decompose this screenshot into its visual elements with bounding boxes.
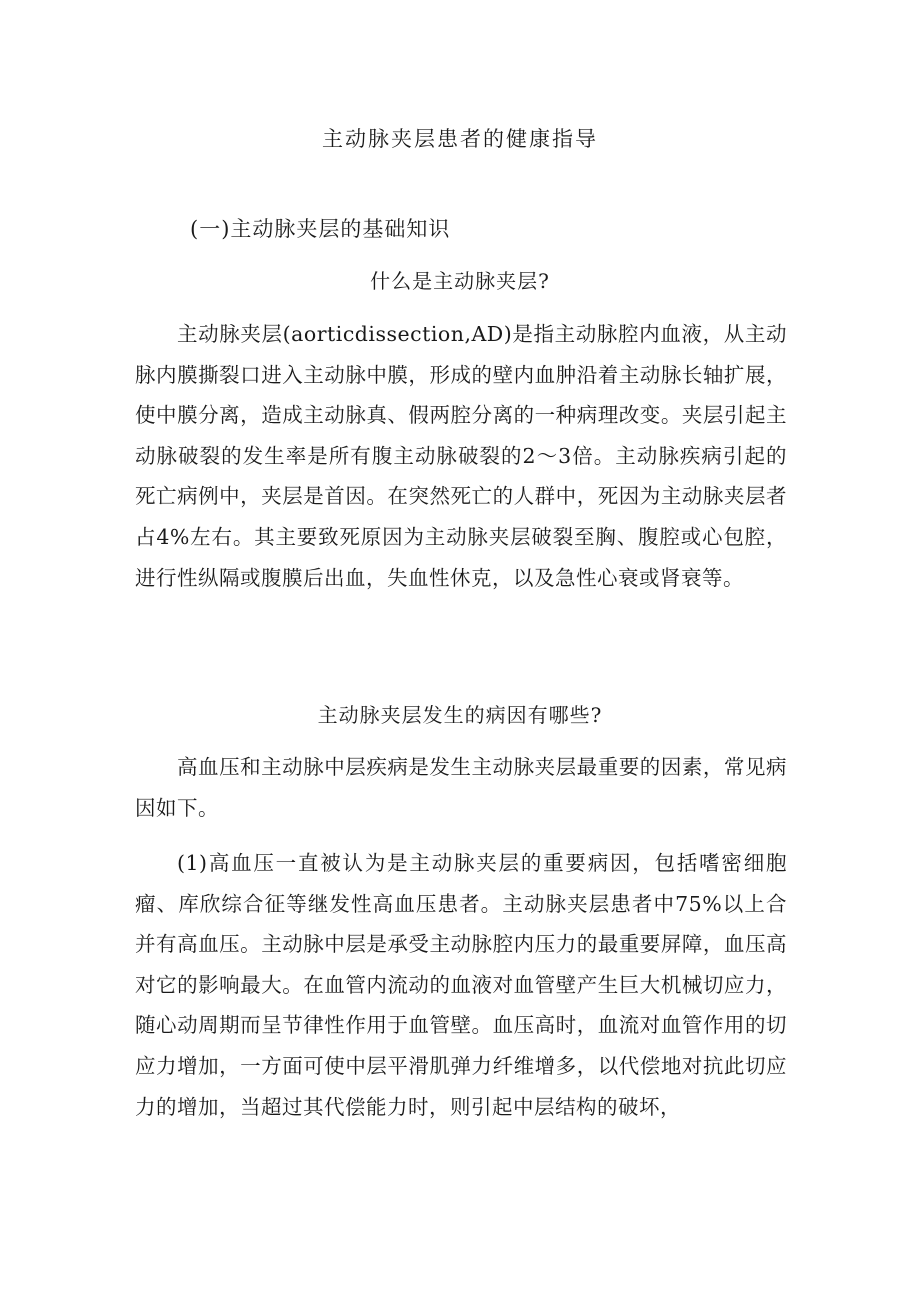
subheading-causes: 主动脉夹层发生的病因有哪些? — [317, 703, 603, 727]
subheading-what-is: 什么是主动脉夹层? — [370, 269, 550, 293]
section-heading: (一)主动脉夹层的基础知识 — [190, 217, 451, 241]
document-title: 主动脉夹层患者的健康指导 — [322, 127, 598, 151]
paragraph-definition: 主动脉夹层(aorticdissection,AD)是指主动脉腔内血液，从主动脉内膜撕裂口进入主动脉中膜，形成的壁内血肿沿着主动脉长轴扩展，使中膜分离，造成主动脉真、假两腔分离的一种病理改变。夹层引起主动脉破裂的发生率是所有腹主动脉破裂的2～3倍。主动脉疾病引起的死亡病例中，夹层是首因。在突然死亡的人群中，死因为主动脉夹层者占4%左右。其主要致死原因为主动脉夹层破裂至胸、腹腔或心包腔，进行性纵隔或腹膜后出血，失血性休克，以及急性心衰或肾衰等。 — [135, 322, 787, 590]
paragraph-causes-intro: 高血压和主动脉中层疾病是发生主动脉夹层最重要的因素，常见病因如下。 — [135, 755, 787, 820]
paragraph-hypertension: (1)高血压一直被认为是主动脉夹层的重要病因，包括嗜密细胞瘤、库欣综合征等继发性高血压患者。主动脉夹层患者中75%以上合并有高血压。主动脉中层是承受主动脉腔内压力的最重要屏障，血压高对它的影响最大。在血管内流动的血液对血管壁产生巨大机械切应力，随心动周期而呈节律性作用于血管壁。血压高时，血流对血管作用的切应力增加，一方面可使中层平滑肌弹力纤维增多，以代偿地对抗此切应力的增加，当超过其代偿能力时，则引起中层结构的破坏， — [135, 851, 787, 1119]
